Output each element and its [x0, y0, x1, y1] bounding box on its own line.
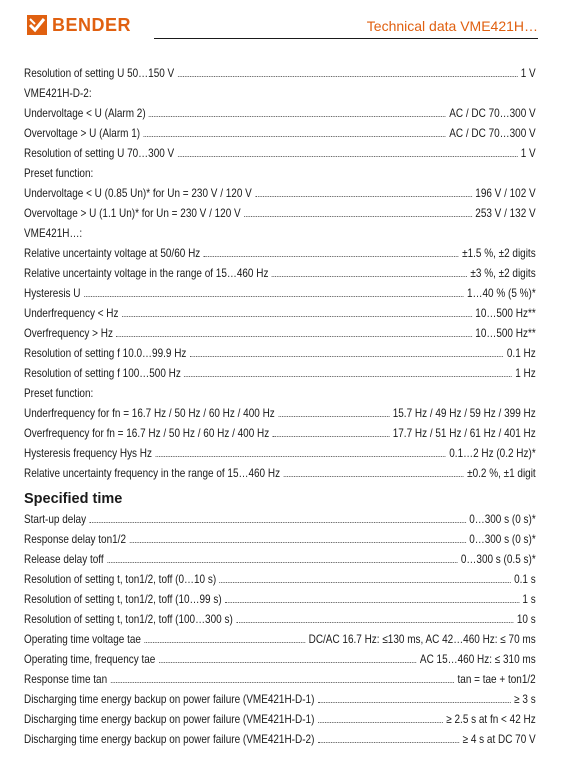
spec-value: DC/AC 16.7 Hz: ≤130 ms, AC 42…460 Hz: ≤ 70 ms: [308, 633, 536, 646]
spec-value: 1 s: [522, 593, 536, 606]
dot-leader: [318, 722, 443, 723]
dot-leader: [318, 702, 511, 703]
spec-value: ≥ 4 s at DC 70 V: [462, 733, 536, 746]
spec-label: Overvoltage > U (Alarm 1): [24, 127, 141, 140]
spec-value: 0…300 s (0 s)*: [469, 513, 536, 526]
spec-label: Relative uncertainty voltage in the range of 15…460 Hz: [24, 267, 269, 280]
spec-label: Resolution of setting t, ton1/2, toff (10…99 s): [24, 593, 222, 606]
spec-label: VME421H-D-2:: [24, 87, 92, 100]
dot-leader: [111, 682, 455, 683]
spec-label: Underfrequency < Hz: [24, 307, 119, 320]
spec-row: [24, 144, 536, 164]
spec-row: [24, 264, 536, 284]
spec-value: AC / DC 70…300 V: [449, 107, 536, 120]
spec-label: Undervoltage < U (Alarm 2): [24, 107, 146, 120]
dot-leader: [116, 336, 471, 337]
brand-name: BENDER: [52, 14, 132, 35]
dot-leader: [225, 602, 519, 603]
spec-label: Overfrequency > Hz: [24, 327, 113, 340]
spec-label: Overfrequency for fn = 16.7 Hz / 50 Hz / 60 Hz / 400 Hz: [24, 427, 270, 440]
page-header: [0, 0, 562, 44]
header-divider: [154, 38, 538, 39]
spec-row: [24, 464, 536, 484]
spec-value: 0…300 s (0 s)*: [469, 533, 536, 546]
spec-row: [24, 424, 536, 444]
spec-row: [24, 184, 536, 204]
spec-row: [24, 710, 536, 730]
spec-row: [24, 244, 536, 264]
spec-label: Preset function:: [24, 167, 94, 180]
spec-label: Discharging time energy backup on power failure (VME421H-D-1): [24, 713, 315, 726]
spec-row: [24, 364, 536, 384]
spec-label: VME421H…:: [24, 227, 83, 240]
spec-row: [24, 404, 536, 424]
spec-value: 196 V / 102 V: [475, 187, 536, 200]
dot-leader: [149, 116, 446, 117]
spec-label: Operating time voltage tae: [24, 633, 141, 646]
dot-leader: [144, 136, 446, 137]
spec-value: 1 V: [520, 147, 536, 160]
spec-label: Discharging time energy backup on power failure (VME421H-D-2): [24, 733, 315, 746]
spec-label: Release delay toff: [24, 553, 104, 566]
dot-leader: [190, 356, 504, 357]
spec-value: ±1.5 %, ±2 digits: [462, 247, 536, 260]
spec-value: 17.7 Hz / 51 Hz / 61 Hz / 401 Hz: [392, 427, 536, 440]
dot-leader: [318, 742, 459, 743]
spec-value: 10…500 Hz**: [475, 307, 536, 320]
dot-leader: [144, 642, 305, 643]
spec-value: 0.1…2 Hz (0.2 Hz)*: [449, 447, 536, 460]
spec-value: 0…300 s (0.5 s)*: [460, 553, 536, 566]
dot-leader: [184, 376, 511, 377]
section-title-specified-time: Specified time: [24, 491, 123, 507]
dot-leader: [90, 522, 466, 523]
page-title: Technical data VME421H…: [366, 18, 538, 34]
spec-label: Relative uncertainty frequency in the range of 15…460 Hz: [24, 467, 281, 480]
spec-label: Resolution of setting U 70…300 V: [24, 147, 175, 160]
spec-value: 15.7 Hz / 49 Hz / 59 Hz / 399 Hz: [392, 407, 536, 420]
dot-leader: [107, 562, 457, 563]
spec-label: Resolution of setting t, ton1/2, toff (100…300 s): [24, 613, 233, 626]
spec-list-top: [24, 64, 536, 484]
dot-leader: [273, 436, 390, 437]
spec-row: [24, 670, 536, 690]
spec-value: 0.1 s: [514, 573, 536, 586]
spec-row: [24, 630, 536, 650]
spec-row: [24, 324, 536, 344]
spec-value: 253 V / 132 V: [475, 207, 536, 220]
spec-label: Response delay ton1/2: [24, 533, 127, 546]
spec-label: Operating time, frequency tae: [24, 653, 156, 666]
spec-row: [24, 590, 536, 610]
spec-row: [24, 284, 536, 304]
spec-value: ±3 %, ±2 digits: [470, 267, 536, 280]
spec-row: [24, 384, 536, 404]
spec-label: Hysteresis U: [24, 287, 81, 300]
spec-row: [24, 344, 536, 364]
technical-data-content: [24, 64, 536, 750]
spec-label: Response time tan: [24, 673, 108, 686]
spec-row: [24, 650, 536, 670]
spec-row: [24, 510, 536, 530]
spec-label: Underfrequency for fn = 16.7 Hz / 50 Hz / 60 Hz / 400 Hz: [24, 407, 275, 420]
spec-row: [24, 64, 536, 84]
spec-row: [24, 124, 536, 144]
spec-label: Discharging time energy backup on power failure (VME421H-D-1): [24, 693, 315, 706]
spec-value: AC 15…460 Hz: ≤ 310 ms: [419, 653, 536, 666]
spec-label: Start-up delay: [24, 513, 87, 526]
spec-row: [24, 610, 536, 630]
spec-label: Resolution of setting f 100…500 Hz: [24, 367, 181, 380]
spec-value: 1…40 % (5 %)*: [466, 287, 536, 300]
dot-leader: [236, 622, 513, 623]
spec-label: Relative uncertainty voltage at 50/60 Hz: [24, 247, 201, 260]
spec-label: Undervoltage < U (0.85 Un)* for Un = 230 V / 120 V: [24, 187, 252, 200]
spec-row: [24, 730, 536, 750]
spec-row: [24, 164, 536, 184]
spec-value: 10 s: [516, 613, 536, 626]
spec-value: ≥ 3 s: [514, 693, 536, 706]
spec-row: [24, 204, 536, 224]
dot-leader: [84, 296, 464, 297]
spec-value: 1 Hz: [515, 367, 536, 380]
spec-row: [24, 530, 536, 550]
bender-logo-icon: [26, 14, 48, 36]
dot-leader: [244, 216, 472, 217]
spec-value: ±0.2 %, ±1 digit: [467, 467, 536, 480]
spec-row: [24, 570, 536, 590]
spec-row: [24, 690, 536, 710]
dot-leader: [122, 316, 472, 317]
spec-row: [24, 550, 536, 570]
dot-leader: [155, 456, 445, 457]
spec-row: [24, 104, 536, 124]
spec-label: Resolution of setting U 50…150 V: [24, 67, 175, 80]
dot-leader: [178, 76, 518, 77]
spec-value: ≥ 2.5 s at fn < 42 Hz: [446, 713, 536, 726]
dot-leader: [272, 276, 467, 277]
spec-label: Resolution of setting t, ton1/2, toff (0…10 s): [24, 573, 217, 586]
spec-row: [24, 224, 536, 244]
spec-row: [24, 304, 536, 324]
dot-leader: [204, 256, 459, 257]
spec-value: 0.1 Hz: [506, 347, 536, 360]
spec-row: [24, 84, 536, 104]
spec-label: Hysteresis frequency Hys Hz: [24, 447, 152, 460]
dot-leader: [284, 476, 464, 477]
dot-leader: [129, 542, 465, 543]
spec-label: Resolution of setting f 10.0…99.9 Hz: [24, 347, 187, 360]
bender-logo: [26, 14, 131, 36]
dot-leader: [159, 662, 417, 663]
spec-list-specified-time: [24, 510, 536, 750]
dot-leader: [178, 156, 518, 157]
spec-label: Preset function:: [24, 387, 94, 400]
spec-label: Overvoltage > U (1.1 Un)* for Un = 230 V / 120 V: [24, 207, 241, 220]
dot-leader: [220, 582, 511, 583]
spec-value: 10…500 Hz**: [475, 327, 536, 340]
spec-row: [24, 444, 536, 464]
spec-value: AC / DC 70…300 V: [449, 127, 536, 140]
spec-value: tan = tae + ton1/2: [457, 673, 536, 686]
dot-leader: [278, 416, 389, 417]
dot-leader: [255, 196, 472, 197]
spec-value: 1 V: [520, 67, 536, 80]
